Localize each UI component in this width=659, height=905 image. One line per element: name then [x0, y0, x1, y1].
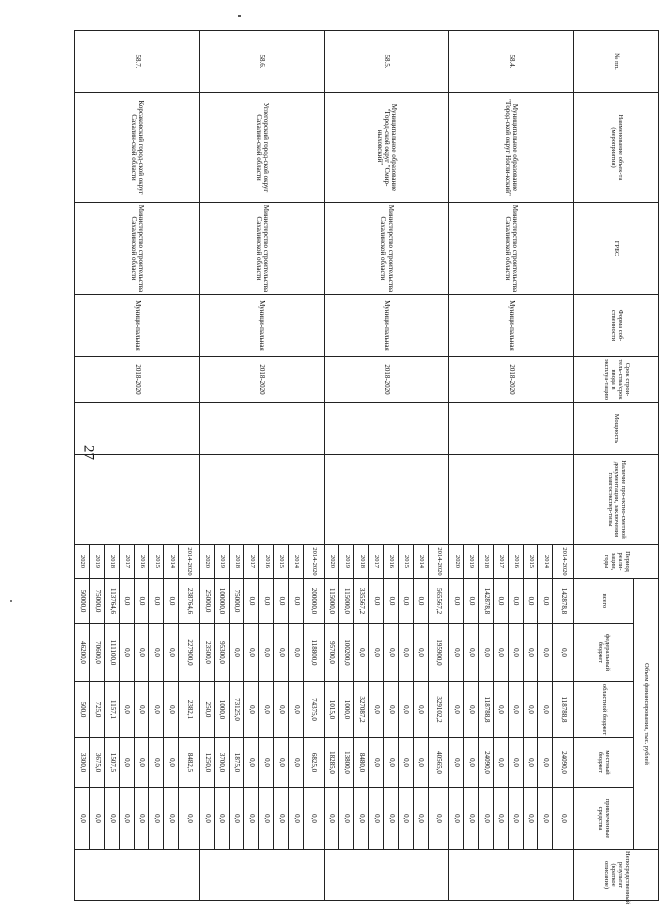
period-cell: 2018	[354, 545, 369, 579]
regional-cell: 1015,0	[324, 682, 339, 738]
term-cell: 2018-2020	[449, 357, 574, 403]
attracted-cell: 0,0	[214, 788, 229, 850]
local-cell: 0,0	[134, 738, 149, 788]
attracted-cell: 0,0	[369, 788, 384, 850]
period-cell: 2014-2020	[553, 545, 574, 579]
local-cell: 6825,0	[303, 738, 324, 788]
ownership-cell: Муници-пальная	[449, 295, 574, 357]
total-cell: 0,0	[164, 579, 179, 624]
regional-cell: 0,0	[538, 682, 553, 738]
federal-cell: 0,0	[244, 624, 259, 682]
header-name: Наименование объек-та (мероприятия)	[574, 93, 659, 203]
regional-cell: 725,0	[90, 682, 105, 738]
regional-cell: 73125,0	[229, 682, 244, 738]
local-cell: 0,0	[274, 738, 289, 788]
grbs-cell: Министерство строительства Сахалинской области	[449, 203, 574, 295]
period-cell: 2016	[134, 545, 149, 579]
total-cell: 0,0	[369, 579, 384, 624]
attracted-cell: 0,0	[119, 788, 134, 850]
capacity-cell	[449, 403, 574, 455]
federal-cell: 0,0	[354, 624, 369, 682]
federal-cell: 0,0	[538, 624, 553, 682]
regional-cell: 1000,0	[339, 682, 354, 738]
period-cell: 2014	[413, 545, 428, 579]
attracted-cell: 0,0	[413, 788, 428, 850]
period-cell: 2014-2020	[179, 545, 200, 579]
regional-cell: 0,0	[449, 682, 464, 738]
header-federal: федеральный бюджет	[574, 624, 634, 682]
federal-cell: 46200,0	[75, 624, 90, 682]
table-row	[303, 31, 324, 901]
regional-cell: 0,0	[289, 682, 304, 738]
attracted-cell: 0,0	[479, 788, 494, 850]
total-cell: 0,0	[398, 579, 413, 624]
period-cell: 2018	[479, 545, 494, 579]
total-cell: 0,0	[523, 579, 538, 624]
period-cell: 2019	[214, 545, 229, 579]
header-funding: Объем финансирования, тыс. рублей	[634, 579, 659, 850]
federal-cell: 0,0	[149, 624, 164, 682]
period-cell: 2019	[339, 545, 354, 579]
total-cell: 335567,2	[354, 579, 369, 624]
period-cell: 2015	[523, 545, 538, 579]
federal-cell: 195900,0	[428, 624, 449, 682]
total-cell: 565567,2	[428, 579, 449, 624]
period-cell: 2020	[449, 545, 464, 579]
header-attracted: привлеченные средства	[574, 788, 634, 850]
local-cell: 8482,5	[179, 738, 200, 788]
local-cell: 0,0	[464, 738, 479, 788]
row-num-cell: 58.6.	[199, 31, 324, 93]
local-cell: 0,0	[244, 738, 259, 788]
period-cell: 2020	[324, 545, 339, 579]
total-cell: 115000,0	[324, 579, 339, 624]
regional-cell: 0,0	[493, 682, 508, 738]
period-cell: 2015	[149, 545, 164, 579]
regional-cell: 0,0	[119, 682, 134, 738]
attracted-cell: 0,0	[289, 788, 304, 850]
capacity-cell	[324, 403, 449, 455]
local-cell: 0,0	[449, 738, 464, 788]
attracted-cell: 0,0	[493, 788, 508, 850]
regional-cell: 0,0	[508, 682, 523, 738]
total-cell: 0,0	[413, 579, 428, 624]
local-cell: 0,0	[523, 738, 538, 788]
federal-cell: 0,0	[449, 624, 464, 682]
local-cell: 0,0	[369, 738, 384, 788]
object-name-cell: Корсаковский город-ской округ Сахалин-ской области	[75, 93, 200, 203]
scan-speck	[238, 15, 241, 17]
header-term: Срок строи-тель-ства/срок ввода в эксплуа-тацию	[574, 357, 659, 403]
regional-cell: 0,0	[413, 682, 428, 738]
period-cell: 2016	[384, 545, 399, 579]
attracted-cell: 0,0	[179, 788, 200, 850]
local-cell: 1250,0	[199, 738, 214, 788]
object-name-cell: Углегорский город-ской округ Сахалин-ской области	[199, 93, 324, 203]
funding-table	[74, 30, 659, 905]
page-number: 27	[80, 445, 97, 460]
local-cell: 1507,5	[104, 738, 119, 788]
local-cell: 0,0	[508, 738, 523, 788]
attracted-cell: 0,0	[104, 788, 119, 850]
local-cell: 8480,0	[354, 738, 369, 788]
header-total: всего	[574, 579, 634, 624]
attracted-cell: 0,0	[523, 788, 538, 850]
regional-cell: 0,0	[274, 682, 289, 738]
regional-cell: 2382,1	[179, 682, 200, 738]
regional-cell: 0,0	[384, 682, 399, 738]
local-cell: 0,0	[398, 738, 413, 788]
federal-cell: 0,0	[493, 624, 508, 682]
rotated-table-container	[74, 30, 659, 905]
attracted-cell: 0,0	[259, 788, 274, 850]
attracted-cell: 0,0	[199, 788, 214, 850]
total-cell: 100000,0	[214, 579, 229, 624]
local-cell: 0,0	[289, 738, 304, 788]
attracted-cell: 0,0	[274, 788, 289, 850]
attracted-cell: 0,0	[508, 788, 523, 850]
header-docs: Наличие про-ектно-сметной документации, заключения главгосэкспер-тизы	[574, 455, 659, 545]
ownership-cell: Муници-пальная	[324, 295, 449, 357]
period-cell: 2020	[75, 545, 90, 579]
federal-cell: 0,0	[289, 624, 304, 682]
attracted-cell: 0,0	[164, 788, 179, 850]
grbs-cell: Министерство строительства Сахалинской области	[324, 203, 449, 295]
capacity-cell	[199, 403, 324, 455]
attracted-cell: 0,0	[75, 788, 90, 850]
table-row	[179, 31, 200, 901]
header-ownership: Форма соб-ственности	[574, 295, 659, 357]
term-cell: 2018-2020	[324, 357, 449, 403]
attracted-cell: 0,0	[244, 788, 259, 850]
period-cell: 2014	[164, 545, 179, 579]
grbs-cell: Министерство строительства Сахалинской области	[199, 203, 324, 295]
total-cell: 0,0	[538, 579, 553, 624]
total-cell: 0,0	[134, 579, 149, 624]
result-cell	[324, 850, 449, 901]
row-num-cell: 58.7.	[75, 31, 200, 93]
regional-cell: 74375,0	[303, 682, 324, 738]
federal-cell: 118800,0	[303, 624, 324, 682]
attracted-cell: 0,0	[149, 788, 164, 850]
period-cell: 2019	[464, 545, 479, 579]
attracted-cell: 0,0	[464, 788, 479, 850]
regional-cell: 1000,0	[214, 682, 229, 738]
header-local: местный бюджет	[574, 738, 634, 788]
term-cell: 2018-2020	[199, 357, 324, 403]
ownership-cell: Муници-пальная	[75, 295, 200, 357]
federal-cell: 0,0	[398, 624, 413, 682]
attracted-cell: 0,0	[339, 788, 354, 850]
docs-cell	[449, 455, 574, 545]
period-cell: 2017	[244, 545, 259, 579]
attracted-cell: 0,0	[553, 788, 574, 850]
regional-cell: 500,0	[75, 682, 90, 738]
regional-cell: 0,0	[523, 682, 538, 738]
regional-cell: 118788,8	[553, 682, 574, 738]
header-regional: областной бюджет	[574, 682, 634, 738]
federal-cell: 0,0	[369, 624, 384, 682]
federal-cell: 0,0	[523, 624, 538, 682]
period-cell: 2015	[398, 545, 413, 579]
regional-cell: 0,0	[464, 682, 479, 738]
regional-cell: 0,0	[134, 682, 149, 738]
local-cell: 0,0	[413, 738, 428, 788]
total-cell: 0,0	[464, 579, 479, 624]
period-cell: 2017	[119, 545, 134, 579]
docs-cell	[199, 455, 324, 545]
capacity-cell	[75, 403, 200, 455]
federal-cell: 0,0	[508, 624, 523, 682]
regional-cell: 0,0	[164, 682, 179, 738]
attracted-cell: 0,0	[354, 788, 369, 850]
federal-cell: 0,0	[464, 624, 479, 682]
result-cell	[199, 850, 324, 901]
total-cell: 0,0	[449, 579, 464, 624]
federal-cell: 95700,0	[324, 624, 339, 682]
table-row	[428, 31, 449, 901]
regional-cell: 329102,2	[428, 682, 449, 738]
attracted-cell: 0,0	[134, 788, 149, 850]
total-cell: 0,0	[119, 579, 134, 624]
result-cell	[449, 850, 574, 901]
regional-cell: 0,0	[398, 682, 413, 738]
federal-cell: 0,0	[229, 624, 244, 682]
total-cell: 75000,0	[90, 579, 105, 624]
row-num-cell: 58.4.	[449, 31, 574, 93]
local-cell: 3675,0	[90, 738, 105, 788]
regional-cell: 1157,1	[104, 682, 119, 738]
total-cell: 142878,8	[479, 579, 494, 624]
total-cell: 75000,0	[229, 579, 244, 624]
total-cell: 25000,0	[199, 579, 214, 624]
local-cell: 13800,0	[339, 738, 354, 788]
period-cell: 2016	[259, 545, 274, 579]
regional-cell: 250,0	[199, 682, 214, 738]
period-cell: 2014-2020	[428, 545, 449, 579]
period-cell: 2020	[199, 545, 214, 579]
header-period: Период реали-зации, годы	[574, 545, 659, 579]
local-cell: 3700,0	[214, 738, 229, 788]
total-cell: 0,0	[259, 579, 274, 624]
regional-cell: 0,0	[259, 682, 274, 738]
federal-cell: 0,0	[274, 624, 289, 682]
attracted-cell: 0,0	[538, 788, 553, 850]
total-cell: 200000,0	[303, 579, 324, 624]
federal-cell: 23500,0	[199, 624, 214, 682]
object-name-cell: Муниципальное образование "Город-ской округ "Смир-ныховский"	[324, 93, 449, 203]
total-cell: 50000,0	[75, 579, 90, 624]
total-cell: 0,0	[493, 579, 508, 624]
federal-cell: 0,0	[384, 624, 399, 682]
federal-cell: 0,0	[134, 624, 149, 682]
local-cell: 3300,0	[75, 738, 90, 788]
period-cell: 2014	[289, 545, 304, 579]
regional-cell: 118788,8	[479, 682, 494, 738]
total-cell: 0,0	[244, 579, 259, 624]
period-cell: 2019	[90, 545, 105, 579]
object-name-cell: Муниципальное образование "Город-ской округ Ногли-кский"	[449, 93, 574, 203]
attracted-cell: 0,0	[449, 788, 464, 850]
attracted-cell: 0,0	[384, 788, 399, 850]
total-cell: 113764,6	[104, 579, 119, 624]
header-num: № пп.	[574, 31, 659, 93]
attracted-cell: 0,0	[229, 788, 244, 850]
header-result: Непосредственный результат (краткое описание)	[574, 850, 659, 901]
federal-cell: 0,0	[413, 624, 428, 682]
local-cell: 0,0	[149, 738, 164, 788]
regional-cell: 0,0	[149, 682, 164, 738]
row-num-cell: 58.5.	[324, 31, 449, 93]
docs-cell	[324, 455, 449, 545]
federal-cell: 100200,0	[339, 624, 354, 682]
attracted-cell: 0,0	[90, 788, 105, 850]
ownership-cell: Муници-пальная	[199, 295, 324, 357]
period-cell: 2018	[104, 545, 119, 579]
total-cell: 0,0	[149, 579, 164, 624]
period-cell: 2017	[493, 545, 508, 579]
local-cell: 18285,0	[324, 738, 339, 788]
grbs-cell: Министерство строительства Сахалинской области	[75, 203, 200, 295]
local-cell: 0,0	[164, 738, 179, 788]
regional-cell: 327087,2	[354, 682, 369, 738]
federal-cell: 95300,0	[214, 624, 229, 682]
table-body	[75, 31, 574, 901]
federal-cell: 0,0	[479, 624, 494, 682]
header-grbs: ГРБС	[574, 203, 659, 295]
federal-cell: 0,0	[259, 624, 274, 682]
federal-cell: 0,0	[164, 624, 179, 682]
regional-cell: 0,0	[244, 682, 259, 738]
attracted-cell: 0,0	[398, 788, 413, 850]
federal-cell: 0,0	[553, 624, 574, 682]
total-cell: 0,0	[289, 579, 304, 624]
federal-cell: 227900,0	[179, 624, 200, 682]
period-cell: 2014	[538, 545, 553, 579]
attracted-cell: 0,0	[428, 788, 449, 850]
local-cell: 24090,0	[479, 738, 494, 788]
period-cell: 2018	[229, 545, 244, 579]
period-cell: 2017	[369, 545, 384, 579]
local-cell: 0,0	[119, 738, 134, 788]
federal-cell: 0,0	[119, 624, 134, 682]
local-cell: 40565,0	[428, 738, 449, 788]
total-cell: 115000,0	[339, 579, 354, 624]
local-cell: 0,0	[259, 738, 274, 788]
total-cell: 0,0	[508, 579, 523, 624]
local-cell: 0,0	[384, 738, 399, 788]
period-cell: 2016	[508, 545, 523, 579]
docs-cell	[75, 455, 200, 545]
local-cell: 0,0	[538, 738, 553, 788]
local-cell: 0,0	[493, 738, 508, 788]
total-cell: 238764,6	[179, 579, 200, 624]
table-row	[553, 31, 574, 901]
period-cell: 2015	[274, 545, 289, 579]
federal-cell: 111100,0	[104, 624, 119, 682]
period-cell: 2014-2020	[303, 545, 324, 579]
attracted-cell: 0,0	[324, 788, 339, 850]
attracted-cell: 0,0	[303, 788, 324, 850]
result-cell	[75, 850, 200, 901]
regional-cell: 0,0	[369, 682, 384, 738]
federal-cell: 70600,0	[90, 624, 105, 682]
total-cell: 0,0	[384, 579, 399, 624]
total-cell: 142878,8	[553, 579, 574, 624]
total-cell: 0,0	[274, 579, 289, 624]
local-cell: 1875,0	[229, 738, 244, 788]
scan-speck	[10, 600, 12, 602]
header-capacity: Мощность	[574, 403, 659, 455]
term-cell: 2018-2020	[75, 357, 200, 403]
local-cell: 24090,0	[553, 738, 574, 788]
